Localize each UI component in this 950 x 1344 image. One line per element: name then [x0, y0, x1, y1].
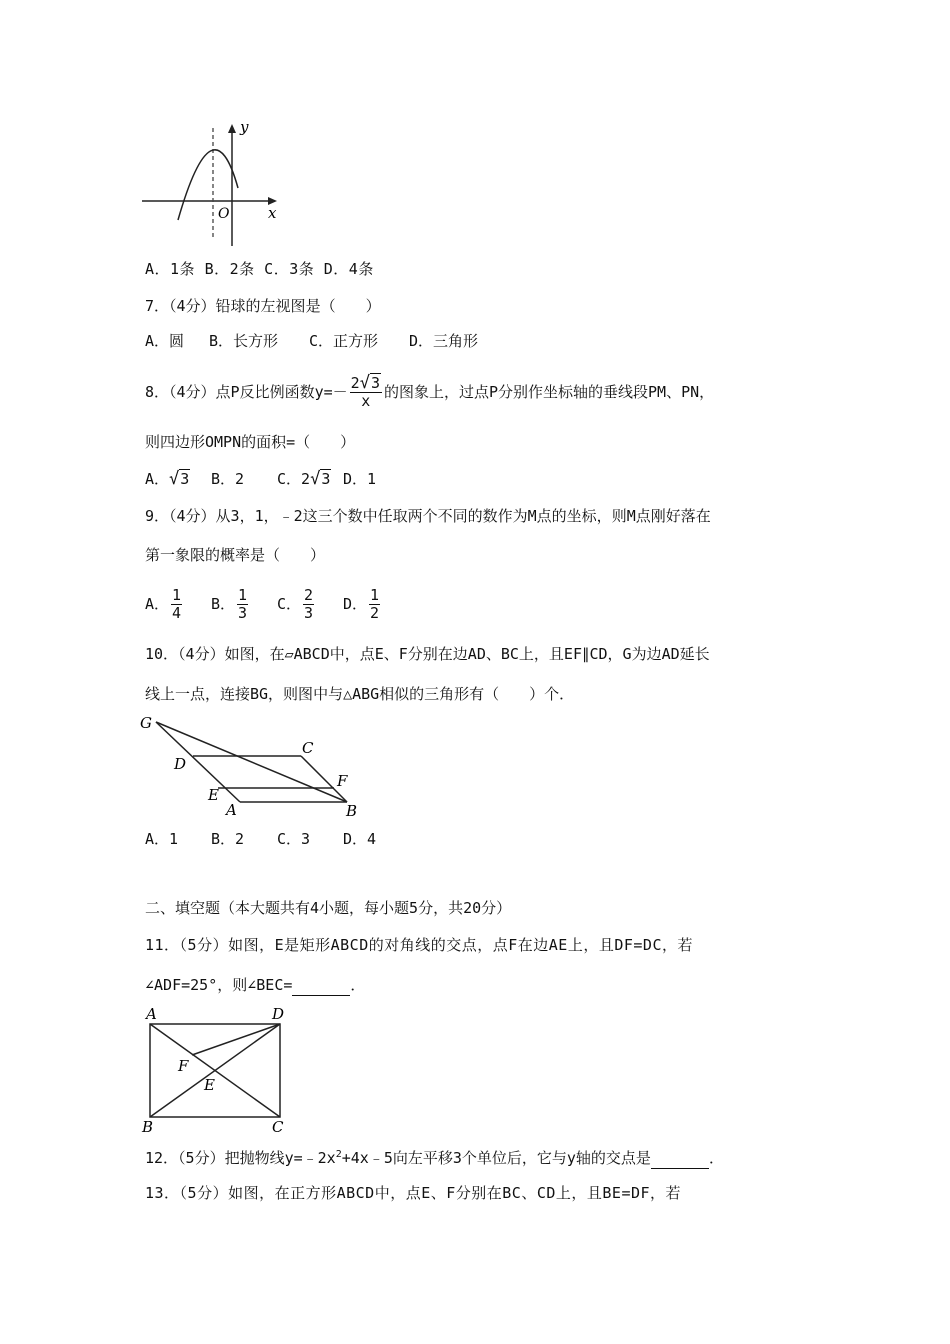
q8-stem-before: 8．（4分）点P反比例函数y=－: [145, 383, 348, 401]
q10-option-c: C．3: [277, 830, 311, 848]
q7-option-d: D．三角形: [409, 332, 479, 350]
q9-option-d-fraction: $\frac{1}{2}$: [370, 586, 380, 622]
q9-option-d-label: D．: [343, 595, 368, 613]
q10-option-b: B．2: [211, 830, 245, 848]
q6-options: A．1条 B．2条 C．3条 D．4条: [145, 260, 374, 278]
q10-option-d: D．4: [343, 830, 377, 848]
segment-DF: [192, 1024, 280, 1055]
rectangle-figure: [140, 1004, 295, 1136]
label-D: D: [174, 755, 187, 773]
q9-option-a-fraction: $\frac{1}{4}$: [172, 586, 182, 622]
q9-option-c-label: C．: [277, 595, 302, 613]
q12-stem-middle: +4x﹣5向左平移3个单位后，它与y轴的交点是: [341, 1149, 651, 1167]
q11-stem-line1: 11．（5分）如图，E是矩形ABCD的对角线的交点，点F在边AE上，且DF=DC，若: [145, 936, 693, 954]
y-axis-arrow: [228, 124, 236, 133]
label-B: B: [346, 802, 358, 820]
q11-stem-before: ∠ADF=25°，则∠BEC=: [145, 976, 293, 994]
label-E: E: [208, 786, 219, 804]
section-2-heading: 二、填空题（本大题共有4小题，每小题5分，共20分）: [145, 899, 512, 917]
q12-answer-blank[interactable]: [651, 1148, 709, 1169]
q8-fraction: $\frac{2√3}{x}$: [350, 373, 380, 410]
label-A: A: [226, 801, 237, 819]
label-B: B: [142, 1118, 154, 1136]
q7-option-b: B．长方形: [209, 332, 279, 350]
q7-option-c: C．正方形: [309, 332, 379, 350]
q9-stem-line1: 9．（4分）从3，1，﹣2这三个数中任取两个不同的数作为M点的坐标，则M点刚好落在: [145, 507, 711, 525]
label-D: D: [272, 1005, 285, 1023]
q8-options: A．√3 B．2 C．2√3 D．1: [145, 469, 377, 489]
q8-frac-radicand: 3: [370, 374, 380, 392]
q7-options: [145, 331, 478, 351]
q7-stem: 7．（4分）铅球的左视图是（ ）: [145, 297, 381, 315]
q8-stem-line1: [145, 374, 714, 410]
q8-frac-coef: 2: [350, 374, 360, 392]
q8-option-a-label: A．: [145, 470, 170, 488]
q8-option-d: D．1: [343, 470, 377, 488]
q13-stem-line1: 13．（5分）如图，在正方形ABCD中，点E、F分别在BC、CD上，且BE=DF，若: [145, 1184, 682, 1202]
q10-stem-line1: 10．（4分）如图，在▱ABCD中，点E、F分别在边AD、BC上，且EF∥CD，G为边AD延长: [145, 645, 710, 663]
q9-option-c-fraction: $\frac{2}{3}$: [304, 586, 314, 622]
label-C: C: [272, 1118, 284, 1136]
q11-stem-after: ．: [350, 976, 366, 994]
q9-options: [145, 584, 382, 624]
y-axis-label: y: [240, 118, 249, 136]
q12-stem-before: 12．（5分）把抛物线y=﹣2x: [145, 1149, 336, 1167]
q9-option-b-fraction: $\frac{1}{3}$: [238, 586, 248, 622]
label-E: E: [204, 1076, 215, 1094]
q8-frac-den: x: [361, 392, 371, 410]
q8-option-c-radicand: 3: [321, 470, 331, 488]
q12-exponent: 2: [335, 1149, 342, 1160]
q9-option-b-label: B．: [211, 595, 236, 613]
q10-options: [145, 829, 376, 849]
segment-GA: [156, 722, 240, 802]
q8-stem-line2: 则四边形OMPN的面积=（ ）: [145, 433, 356, 451]
q8-option-c-label: C．2: [277, 470, 311, 488]
origin-label: O: [218, 206, 230, 222]
q11-stem-line2: [145, 975, 365, 996]
q7-option-a: A．圆: [145, 332, 185, 350]
q9-stem-line2: 第一象限的概率是（ ）: [145, 546, 326, 564]
label-F: F: [178, 1057, 189, 1075]
q12-stem-after: ．: [708, 1149, 724, 1167]
parabola-figure: [140, 118, 285, 250]
label-F: F: [337, 772, 348, 790]
q8-stem-after: 的图象上，过点P分别作坐标轴的垂线段PM、PN，: [383, 383, 715, 401]
q10-option-a: A．1: [145, 830, 179, 848]
x-axis-label: x: [268, 204, 277, 222]
parallelogram-figure: [138, 712, 368, 822]
q12-stem: [145, 1145, 724, 1169]
q9-option-a-label: A．: [145, 595, 170, 613]
q11-answer-blank[interactable]: [292, 975, 350, 996]
label-A: A: [146, 1005, 157, 1023]
label-G: G: [140, 714, 152, 732]
q10-stem-line2: 线上一点，连接BG，则图中与△ABG相似的三角形有（ ）个．: [145, 685, 575, 703]
q8-option-b: B．2: [211, 470, 245, 488]
label-C: C: [302, 739, 314, 757]
q8-option-a-radicand: 3: [180, 470, 190, 488]
